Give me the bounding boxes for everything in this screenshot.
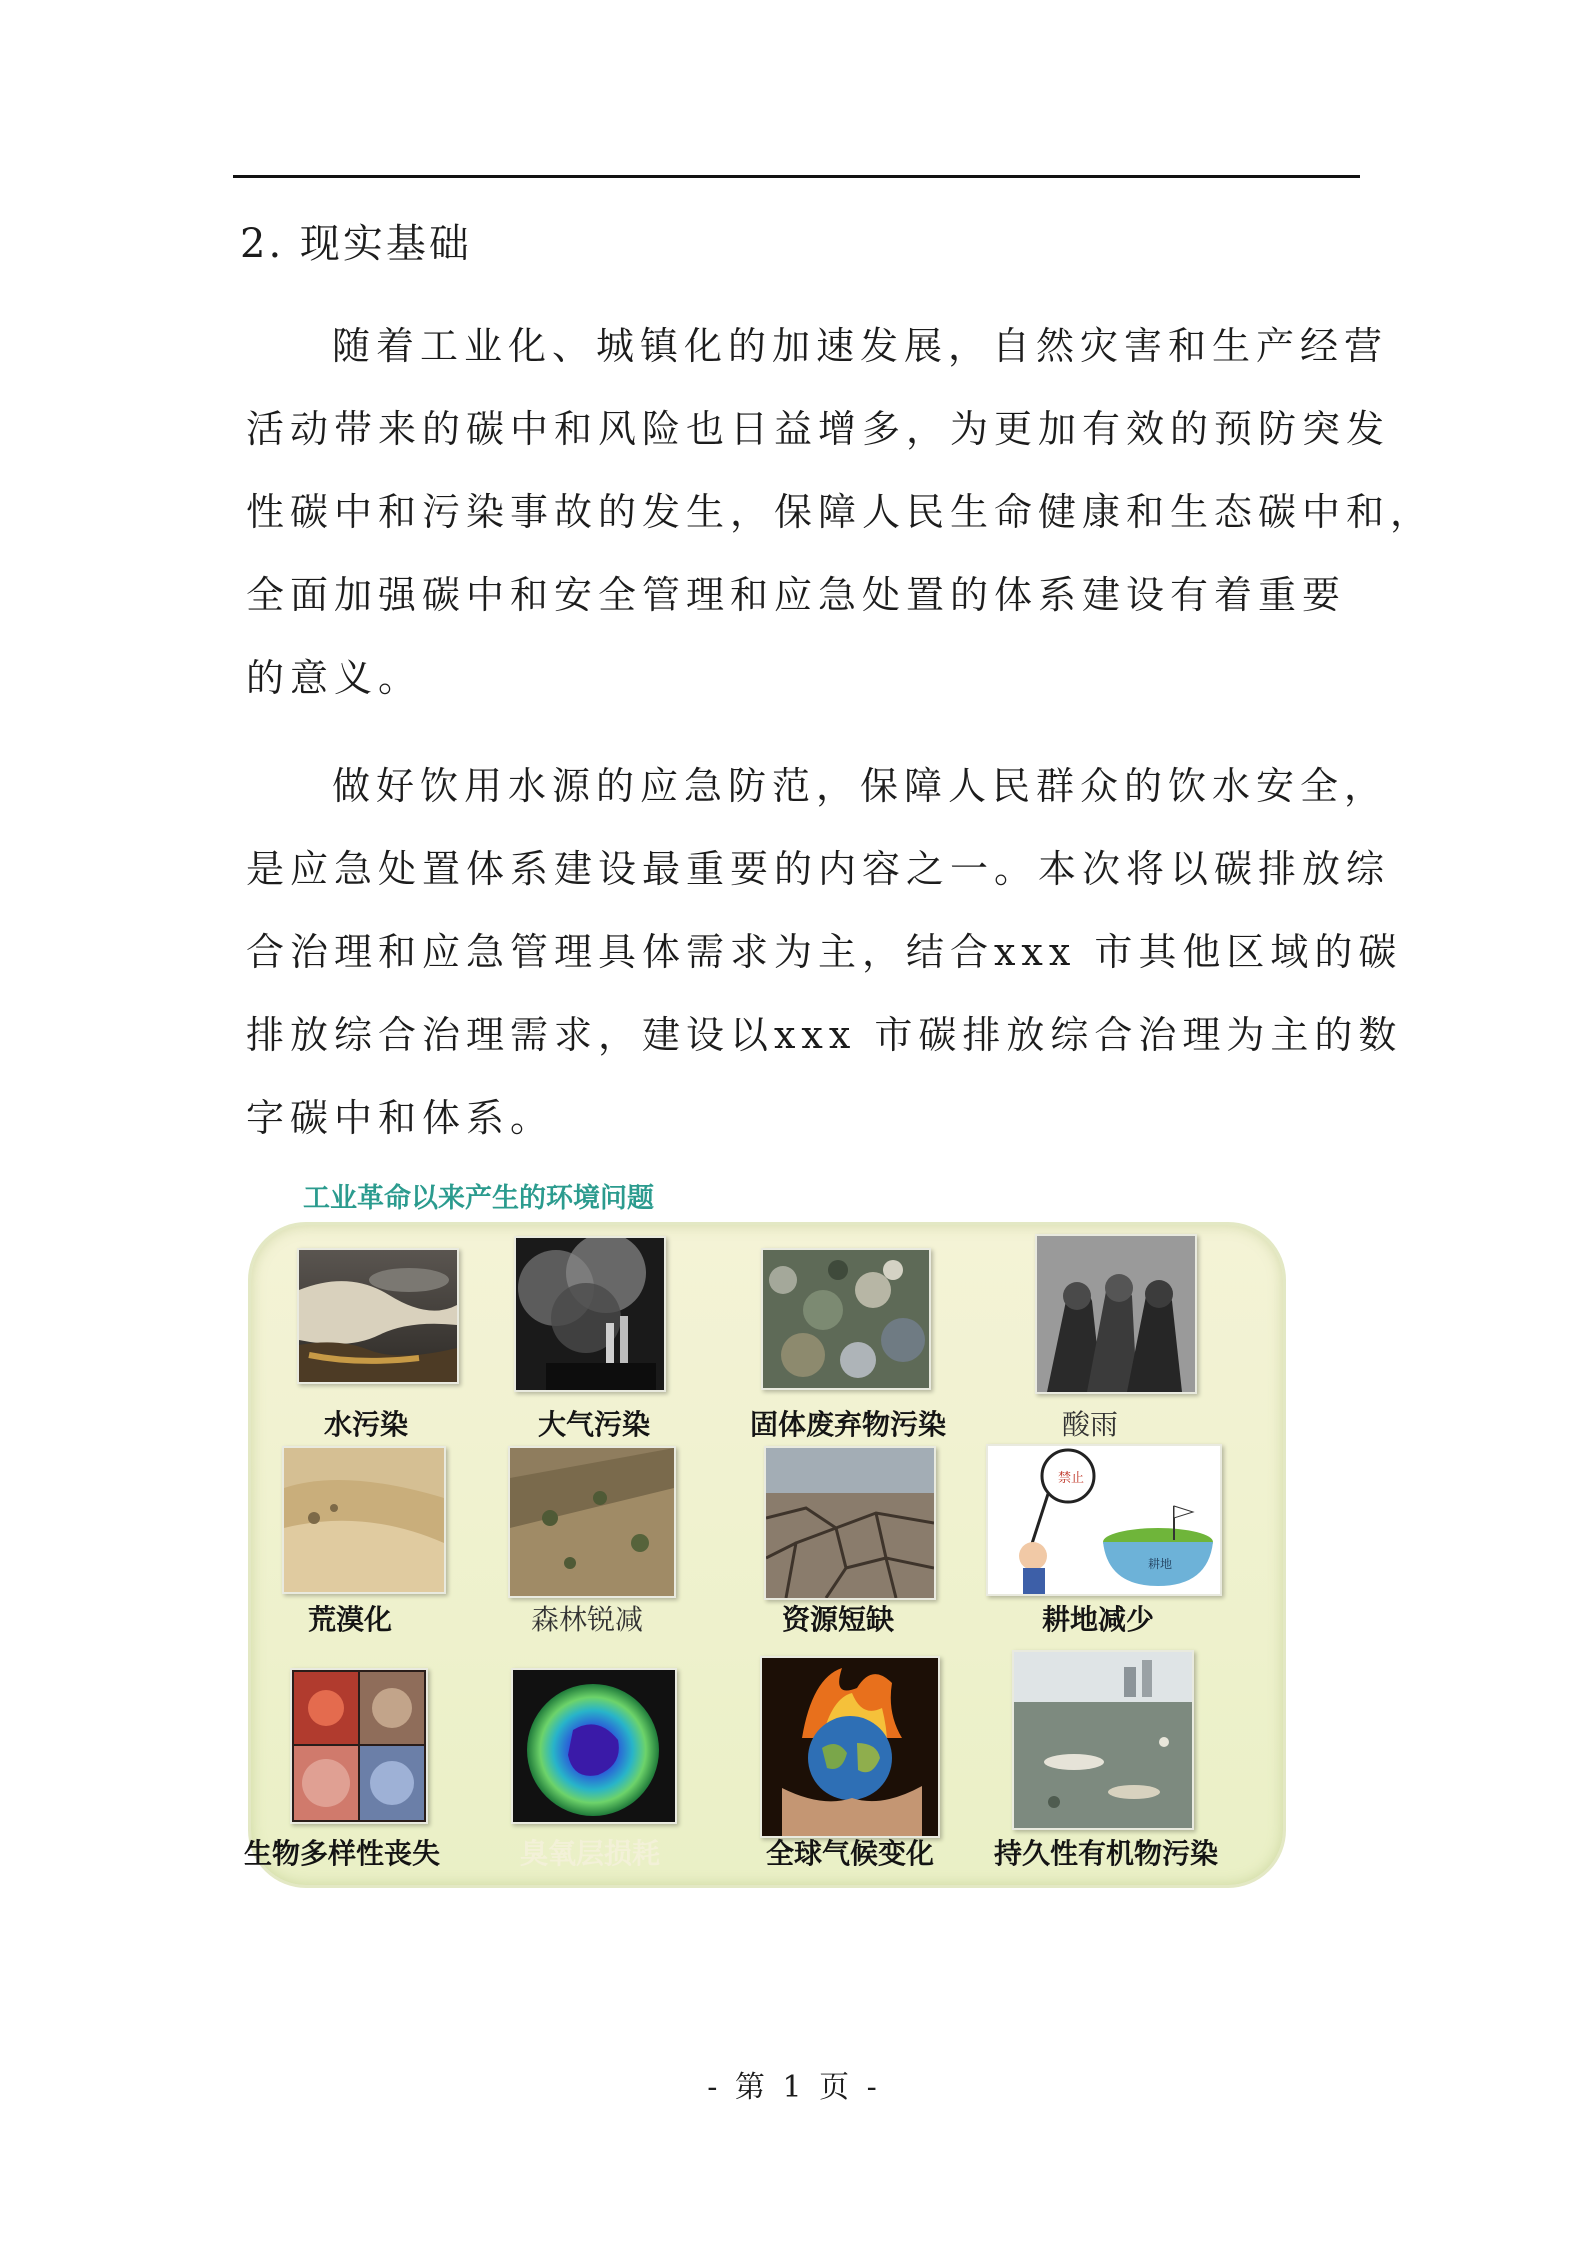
paragraph-line: 做好饮用水源的应急防范，保障人民群众的饮水安全， <box>332 764 1389 808</box>
caption-climate-change: 全球气候变化 <box>765 1839 935 1870</box>
paragraph-line: 全面加强碳中和安全管理和应急处置的体系建设有着重要 <box>246 573 1347 617</box>
resource-shortage-image <box>764 1446 936 1600</box>
paragraph-line: 字碳中和体系。 <box>246 1096 555 1140</box>
caption-solid-waste: 固体废弃物污染 <box>749 1410 947 1441</box>
paragraph-line: 排放综合治理需求，建设以xxx 市碳排放综合治理为主的数 <box>246 1013 1403 1057</box>
air-pollution-image <box>514 1236 666 1392</box>
acid-rain-image <box>1035 1234 1197 1394</box>
caption-biodiversity-loss: 生物多样性丧失 <box>243 1839 441 1870</box>
header-rule <box>233 175 1360 178</box>
caption-acid-rain: 酸雨 <box>1061 1410 1119 1441</box>
section-heading: 2. 现实基础 <box>240 221 472 267</box>
ozone-depletion-image <box>511 1668 677 1824</box>
caption-water-pollution: 水污染 <box>323 1410 409 1441</box>
paragraph-2 <box>246 745 1403 1160</box>
ban-sign-text: 禁止 <box>1058 1471 1085 1486</box>
paragraph-line: 性碳中和污染事故的发生，保障人民生命健康和生态碳中和， <box>246 490 1435 534</box>
paragraph-line: 的意义。 <box>246 656 423 700</box>
caption-resource-shortage: 资源短缺 <box>781 1605 895 1636</box>
solid-waste-image <box>761 1248 931 1390</box>
caption-desertification: 荒漠化 <box>307 1605 393 1636</box>
paragraph-line: 随着工业化、城镇化的加速发展，自然灾害和生产经营 <box>332 324 1389 368</box>
deforestation-image <box>508 1446 676 1598</box>
biodiversity-loss-image <box>290 1668 428 1824</box>
climate-change-image <box>760 1656 940 1838</box>
paragraph-1 <box>246 305 1435 720</box>
desertification-image <box>282 1446 446 1594</box>
paragraph-line: 是应急处置体系建设最重要的内容之一。本次将以碳排放综 <box>246 847 1391 891</box>
caption-farmland-reduction: 耕地减少 <box>1041 1605 1155 1636</box>
caption-air-pollution: 大气污染 <box>537 1410 651 1441</box>
figure-title: 工业革命以来产生的环境问题 <box>303 1183 654 1214</box>
caption-organic-pollution: 持久性有机物污染 <box>993 1839 1219 1870</box>
farmland-reduction-image <box>986 1444 1222 1596</box>
farmland-label-text: 耕地 <box>1148 1557 1173 1571</box>
caption-ozone-depletion: 臭氧层损耗 <box>519 1839 661 1870</box>
paragraph-line: 合治理和应急管理具体需求为主，结合xxx 市其他区域的碳 <box>246 930 1403 974</box>
organic-pollution-image <box>1012 1650 1194 1830</box>
caption-deforestation: 森林锐减 <box>530 1605 644 1636</box>
page-number: - 第 1 页 - <box>707 2070 881 2105</box>
paragraph-line: 活动带来的碳中和风险也日益增多，为更加有效的预防突发 <box>246 407 1391 451</box>
water-pollution-image <box>297 1248 459 1384</box>
